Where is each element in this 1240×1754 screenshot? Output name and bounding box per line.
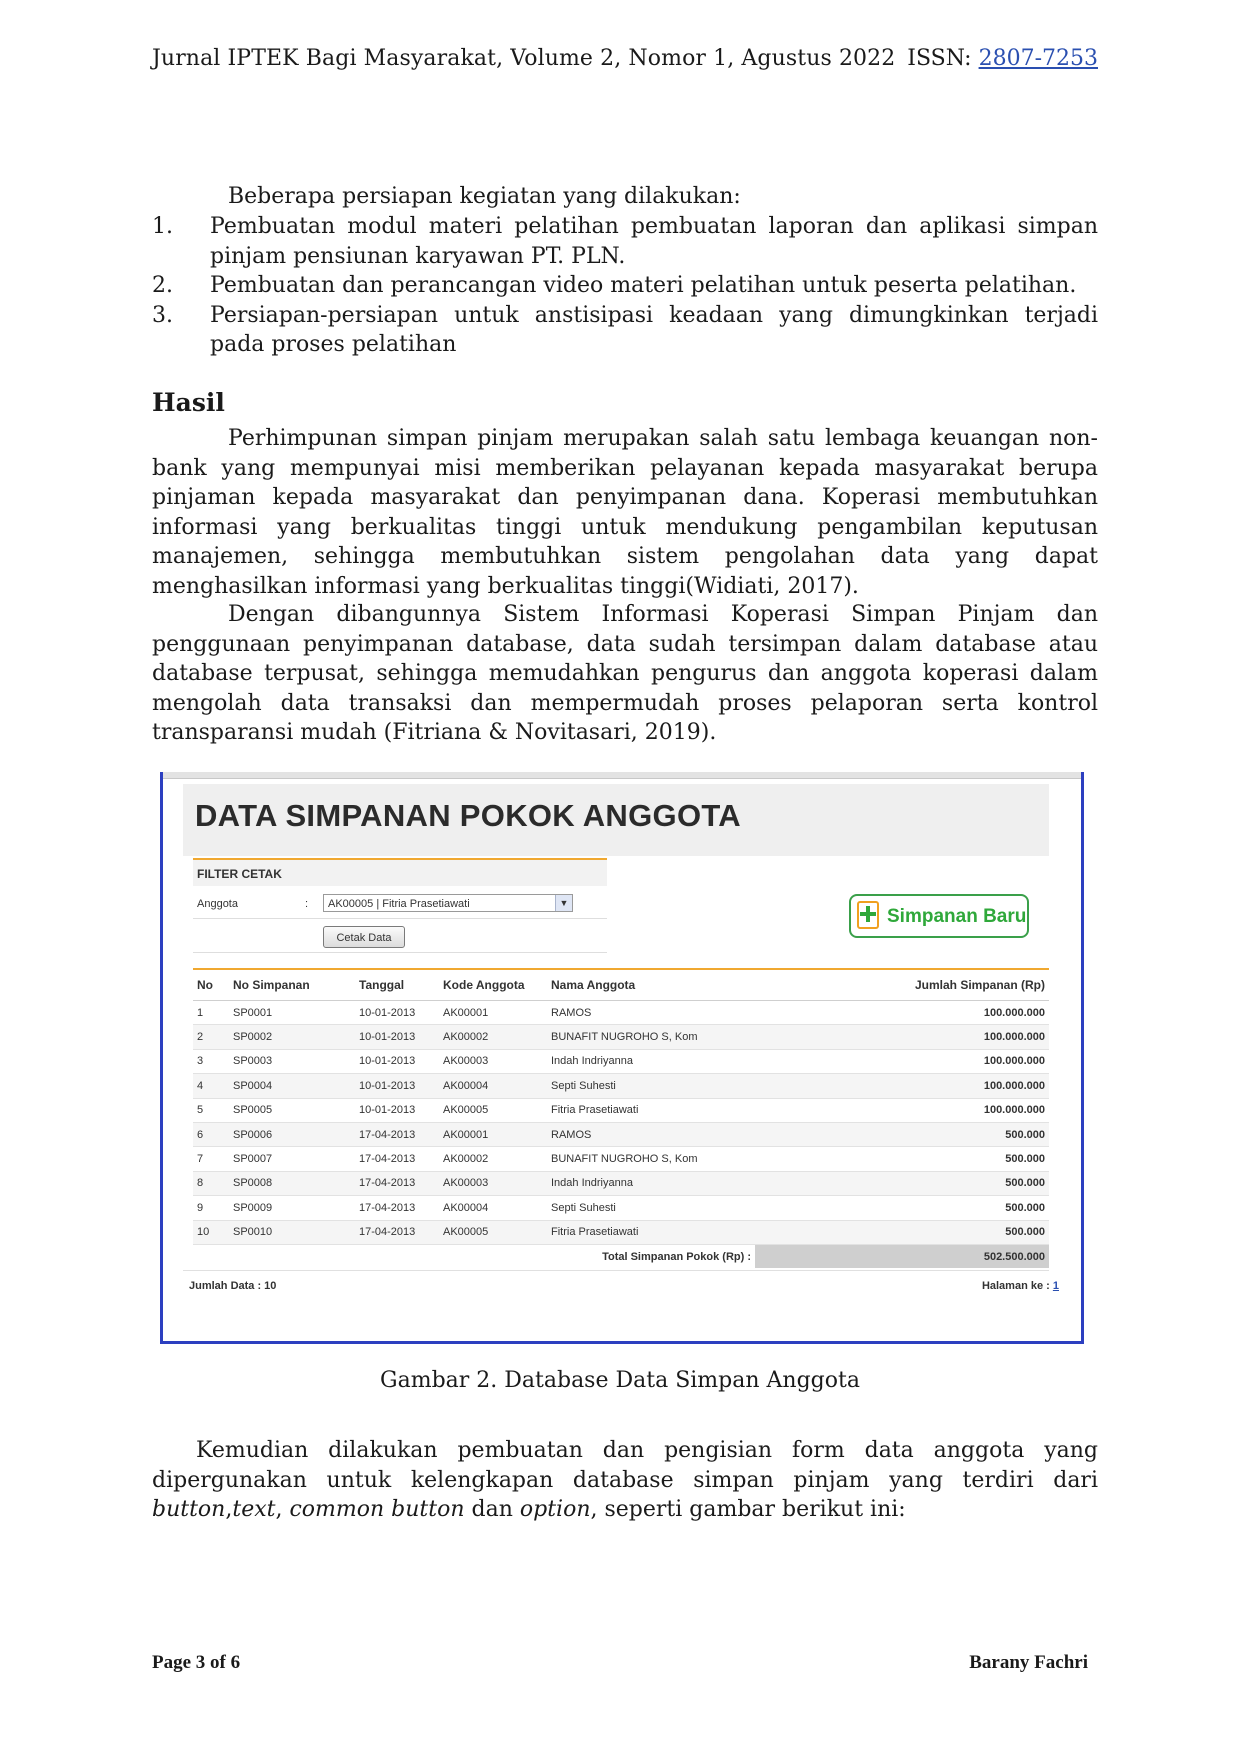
cell: 17-04-2013 [355, 1147, 439, 1171]
anggota-selected: AK00005 | Fitria Prasetiawati [328, 898, 470, 910]
list-text: Pembuatan modul materi pelatihan pembuatan laporan dan aplikasi simpan pinjam pensiunan karyawan PT. PLN. [210, 214, 1098, 269]
add-document-icon [857, 901, 879, 929]
term-common-button: common button [289, 1497, 465, 1522]
list-text: Pembuatan dan perancangan video materi pelatihan untuk peserta pelatihan. [210, 273, 1077, 298]
browser-top-bar [163, 772, 1081, 779]
cell: Septi Suhesti [547, 1074, 755, 1098]
pagination [982, 1280, 1059, 1292]
colon: : [305, 898, 309, 910]
table-row [193, 1025, 1049, 1049]
cell: 2 [193, 1025, 229, 1049]
table-row [193, 1049, 1049, 1073]
halaman-label: Halaman ke : [981, 1280, 1050, 1292]
cell: 10-01-2013 [355, 1049, 439, 1073]
filter-heading: FILTER CETAK [193, 858, 607, 886]
table-row [193, 1074, 1049, 1098]
closing-mid: dan [464, 1497, 520, 1522]
simpanan-table [193, 968, 1049, 1268]
cell: AK00002 [439, 1147, 547, 1171]
cell: 100.000.000 [755, 1049, 1049, 1073]
total-value: 502.500.000 [755, 1244, 1049, 1268]
cell: 5 [193, 1098, 229, 1122]
sep: , [275, 1497, 290, 1522]
cell: AK00005 [439, 1098, 547, 1122]
cell: SP0002 [229, 1025, 355, 1049]
cell: 17-04-2013 [355, 1196, 439, 1220]
cell: SP0010 [229, 1220, 355, 1244]
cell: Septi Suhesti [547, 1196, 755, 1220]
cell: AK00004 [439, 1074, 547, 1098]
cell: 6 [193, 1122, 229, 1146]
anggota-label: Anggota [197, 898, 238, 910]
simpanan-baru-label: Simpanan Baru [887, 906, 1027, 927]
cell: 100.000.000 [755, 1025, 1049, 1049]
app-title: DATA SIMPANAN POKOK ANGGOTA [195, 798, 741, 833]
figure-caption: Gambar 2. Database Data Simpan Anggota [380, 1368, 860, 1393]
cell: 17-04-2013 [355, 1171, 439, 1195]
cell: 500.000 [755, 1122, 1049, 1146]
cell: AK00003 [439, 1049, 547, 1073]
journal-title: Jurnal IPTEK Bagi Masyarakat, Volume 2, Nomor 1, Agustus 2022 [152, 46, 896, 71]
cell: 10-01-2013 [355, 1001, 439, 1025]
cell: BUNAFIT NUGROHO S, Kom [547, 1147, 755, 1171]
jumlah-data: Jumlah Data : 10 [189, 1280, 277, 1292]
simpanan-baru-button[interactable] [849, 894, 1029, 938]
cell: 500.000 [755, 1220, 1049, 1244]
col-kode-anggota: Kode Anggota [439, 969, 547, 1001]
figure-screenshot [160, 772, 1084, 1344]
term-button: button [152, 1497, 226, 1522]
list-item [152, 301, 1098, 360]
sep: , [225, 1497, 233, 1522]
cell: 10-01-2013 [355, 1025, 439, 1049]
total-row [193, 1244, 1049, 1268]
table-row [193, 1171, 1049, 1195]
cell: 10-01-2013 [355, 1074, 439, 1098]
cetak-row [193, 920, 607, 953]
issn [907, 46, 1098, 71]
issn-link[interactable]: 2807-7253 [978, 46, 1098, 71]
col-no-simpanan: No Simpanan [229, 969, 355, 1001]
title-box [183, 784, 1049, 856]
filter-row [193, 890, 607, 919]
list-item [152, 212, 1098, 271]
cell: SP0006 [229, 1122, 355, 1146]
cell: SP0001 [229, 1001, 355, 1025]
cell: SP0007 [229, 1147, 355, 1171]
cell: AK00002 [439, 1025, 547, 1049]
table-row [193, 1001, 1049, 1025]
issn-label: ISSN: [907, 46, 972, 71]
cell: Fitria Prasetiawati [547, 1220, 755, 1244]
table-row [193, 1122, 1049, 1146]
cell: 500.000 [755, 1171, 1049, 1195]
cell: 1 [193, 1001, 229, 1025]
cell: SP0009 [229, 1196, 355, 1220]
cell: 7 [193, 1147, 229, 1171]
paragraph-1: Perhimpunan simpan pinjam merupakan salah satu lembaga keuangan non-bank yang mempunyai misi memberikan pelayanan kepada masyarakat berupa pinjaman kepada masyarakat dan penyimpanan dana. Koperasi membutuhkan informasi yang berkualitas tinggi untuk mendukung pengambilan keputusan manajemen, sehingga membutuhkan sistem pengolahan data yang dapat menghasilkan informasi yang berkualitas tinggi(Widiati, 2017). [152, 426, 1098, 599]
cell: 100.000.000 [755, 1074, 1049, 1098]
cell: SP0005 [229, 1098, 355, 1122]
page-number: Page 3 of 6 [152, 1652, 241, 1673]
page-footer [152, 1652, 1088, 1674]
cell: AK00001 [439, 1122, 547, 1146]
cell: AK00005 [439, 1220, 547, 1244]
col-tanggal: Tanggal [355, 969, 439, 1001]
col-nama-anggota: Nama Anggota [547, 969, 755, 1001]
list-number: 2. [152, 273, 173, 298]
cell: Indah Indriyanna [547, 1171, 755, 1195]
cell: 10 [193, 1220, 229, 1244]
section-title: Hasil [152, 388, 225, 417]
table-row [193, 1196, 1049, 1220]
cell: 17-04-2013 [355, 1220, 439, 1244]
cell: 500.000 [755, 1147, 1049, 1171]
table-row [193, 1147, 1049, 1171]
cell: Indah Indriyanna [547, 1049, 755, 1073]
closing-end: , seperti gambar berikut ini: [590, 1497, 906, 1522]
page-header [152, 46, 1098, 80]
cell: AK00004 [439, 1196, 547, 1220]
cell: 17-04-2013 [355, 1122, 439, 1146]
cell: 100.000.000 [755, 1001, 1049, 1025]
paragraph-2: Dengan dibangunnya Sistem Informasi Koperasi Simpan Pinjam dan penggunaan penyimpanan database, data sudah tersimpan dalam database atau database terpusat, sehingga memudahkan pengurus dan anggota koperasi dalam mengolah data transaksi dan mempermudah proses pelaporan serta kontrol transparansi mudah (Fitriana & Novitasari, 2019). [152, 602, 1098, 745]
col-jumlah: Jumlah Simpanan (Rp) [755, 969, 1049, 1001]
cell: SP0004 [229, 1074, 355, 1098]
list-number: 3. [152, 302, 173, 328]
prep-intro: Beberapa persiapan kegiatan yang dilakukan: [228, 184, 741, 209]
cell: SP0008 [229, 1171, 355, 1195]
cell: 10-01-2013 [355, 1098, 439, 1122]
table-row [193, 1220, 1049, 1244]
cell: 100.000.000 [755, 1098, 1049, 1122]
cell: RAMOS [547, 1001, 755, 1025]
author: Barany Fachri [969, 1652, 1088, 1673]
cell: 500.000 [755, 1196, 1049, 1220]
list-item [152, 271, 1098, 301]
cell: BUNAFIT NUGROHO S, Kom [547, 1025, 755, 1049]
page-link-1[interactable]: 1 [1052, 1280, 1059, 1292]
term-option: option [519, 1497, 591, 1522]
chevron-down-icon[interactable]: ▼ [555, 895, 572, 911]
closing-paragraph [152, 1436, 1098, 1525]
cell: 4 [193, 1074, 229, 1098]
cell: 3 [193, 1049, 229, 1073]
list-number: 1. [152, 214, 173, 239]
cell: 9 [193, 1196, 229, 1220]
cell: AK00003 [439, 1171, 547, 1195]
anggota-select[interactable] [323, 894, 573, 912]
cetak-data-button[interactable]: Cetak Data [323, 926, 405, 948]
cell: 8 [193, 1171, 229, 1195]
prep-list [152, 212, 1098, 360]
term-text: text [232, 1497, 276, 1522]
cell: Fitria Prasetiawati [547, 1098, 755, 1122]
cell: SP0003 [229, 1049, 355, 1073]
col-no: No [193, 969, 229, 1001]
table-row [193, 1098, 1049, 1122]
divider [183, 1270, 1049, 1271]
list-text: Persiapan-persiapan untuk anstisipasi keadaan yang dimungkinkan terjadi pada proses pelatihan [210, 302, 1098, 357]
cell: AK00001 [439, 1001, 547, 1025]
cell: RAMOS [547, 1122, 755, 1146]
total-label: Total Simpanan Pokok (Rp) : [602, 1250, 751, 1263]
closing-text-1: Kemudian dilakukan pembuatan dan pengisian form data anggota yang dipergunakan untuk kelengkapan database simpan pinjam yang terdiri dari [152, 1438, 1098, 1493]
table-header-row [193, 969, 1049, 1001]
